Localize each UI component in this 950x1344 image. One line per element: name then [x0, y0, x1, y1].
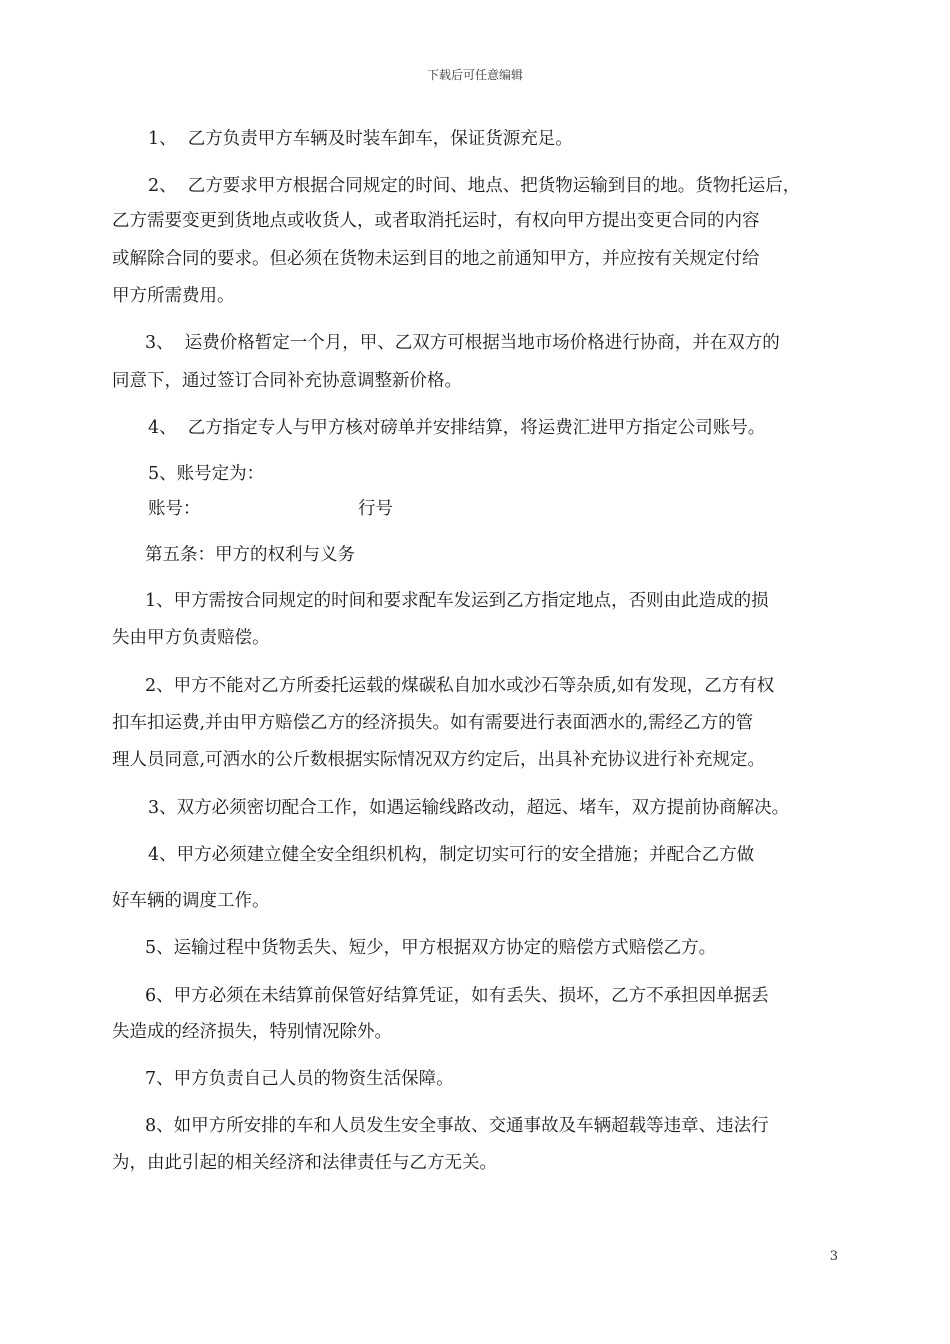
- text-line: 3、 运费价格暂定一个月，甲、乙双方可根据当地市场价格进行协商，并在双方的: [145, 333, 780, 353]
- text-line: 1、 乙方负责甲方车辆及时装车卸车，保证货源充足。: [148, 129, 573, 149]
- text-line: 理人员同意,可洒水的公斤数根据实际情况双方约定后，出具补充协议进行补充规定。: [112, 750, 766, 770]
- text-line: 3、双方必须密切配合工作，如遇运输线路改动，超远、堵车，双方提前协商解决。: [148, 798, 790, 818]
- text-line: 4、甲方必须建立健全安全组织机构，制定切实可行的安全措施；并配合乙方做: [148, 845, 755, 865]
- text-line: 7、甲方负责自己人员的物资生活保障。: [145, 1069, 454, 1089]
- text-line: 为，由此引起的相关经济和法律责任与乙方无关。: [112, 1153, 497, 1173]
- text-line: 2、甲方不能对乙方所委托运载的煤碳私自加水或沙石等杂质,如有发现，乙方有权: [145, 676, 775, 696]
- text-line: 8、如甲方所安排的车和人员发生安全事故、交通事故及车辆超载等违章、违法行: [145, 1116, 769, 1136]
- text-line: 4、 乙方指定专人与甲方核对磅单并安排结算，将运费汇进甲方指定公司账号。: [148, 418, 766, 438]
- text-line: 或解除合同的要求。但必须在货物未运到目的地之前通知甲方，并应按有关规定付给: [112, 249, 760, 269]
- section-heading: 第五条：甲方的权利与义务: [145, 545, 355, 565]
- text-line: 甲方所需费用。: [112, 286, 235, 306]
- text-line: 扣车扣运费,并由甲方赔偿乙方的经济损失。如有需要进行表面洒水的,需经乙方的管: [112, 713, 754, 733]
- text-line: 5、运输过程中货物丢失、短少，甲方根据双方协定的赔偿方式赔偿乙方。: [145, 938, 717, 958]
- page-number: 3: [829, 1249, 838, 1264]
- text-line: 行号: [358, 499, 393, 519]
- text-line: 失由甲方负责赔偿。: [112, 628, 270, 648]
- text-line: 2、 乙方要求甲方根据合同规定的时间、地点、把货物运输到目的地。货物托运后，: [148, 176, 801, 196]
- text-line: 乙方需要变更到货地点或收货人，或者取消托运时，有权向甲方提出变更合同的内容: [112, 211, 760, 231]
- text-line: 好车辆的调度工作。: [112, 891, 270, 911]
- text-line: 失造成的经济损失，特别情况除外。: [112, 1022, 392, 1042]
- text-line: 1、甲方需按合同规定的时间和要求配车发运到乙方指定地点，否则由此造成的损: [145, 591, 769, 611]
- page-header: 下载后可任意编辑: [426, 68, 523, 82]
- text-line: 5、账号定为：: [148, 464, 265, 484]
- text-line: 6、甲方必须在未结算前保管好结算凭证，如有丢失、损坏，乙方不承担因单据丢: [145, 986, 769, 1006]
- text-line: 同意下，通过签订合同补充协意调整新价格。: [112, 371, 462, 391]
- text-line: 账号：: [148, 499, 201, 519]
